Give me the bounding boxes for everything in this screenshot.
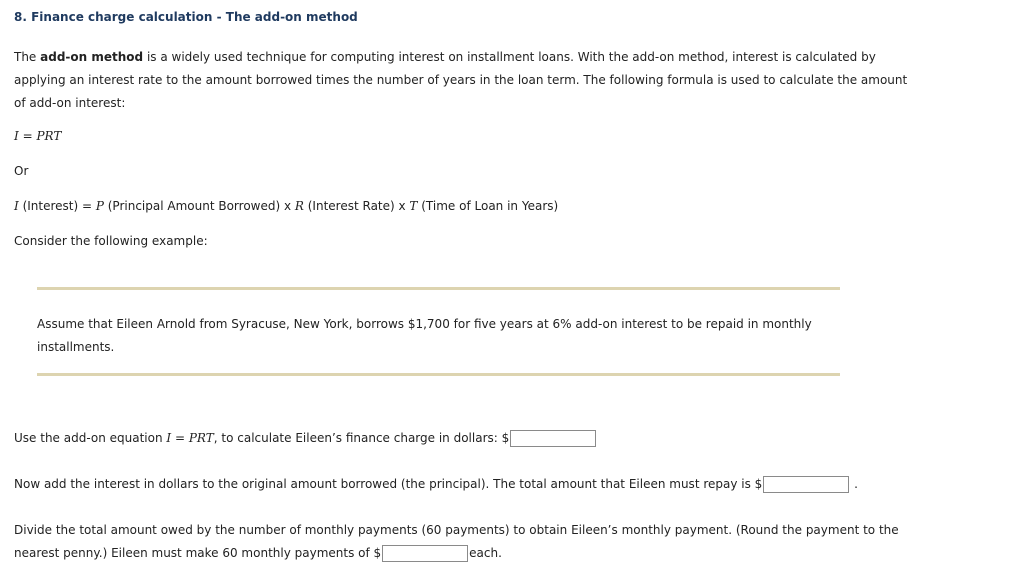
- formula-rhs: PRT: [36, 129, 62, 143]
- def-p: P: [95, 199, 104, 213]
- formula-equals: =: [18, 129, 37, 143]
- finance-charge-input[interactable]: [510, 430, 596, 447]
- intro-paragraph: [14, 46, 914, 115]
- def-r: R: [294, 199, 304, 213]
- question-monthly-payment: [14, 519, 914, 565]
- def-p-text: (Principal Amount Borrowed) x: [103, 199, 295, 213]
- def-t: T: [409, 199, 418, 213]
- monthly-payment-input[interactable]: [382, 545, 468, 562]
- formula-line: [14, 129, 61, 143]
- q2-after: .: [854, 477, 858, 491]
- q1-after: , to calculate Eileen’s finance charge in dollars: $: [213, 431, 510, 445]
- intro-bold-term: add-on method: [40, 50, 144, 64]
- or-text: Or: [14, 164, 29, 178]
- question-title: 8. Finance charge calculation - The add-on method: [14, 10, 358, 24]
- example-top-divider: [37, 287, 840, 290]
- def-t-text: (Time of Loan in Years): [417, 199, 559, 213]
- question-finance-charge: [14, 427, 597, 450]
- def-i-text: (Interest) =: [18, 199, 96, 213]
- q3-before: Divide the total amount owed by the number of monthly payments (60 payments) to obtain Eileen’s monthly payment. (Round the payment to the nearest penny.) Eileen must make 60 monthly payments of $: [14, 523, 899, 560]
- q1-equals: =: [171, 431, 189, 445]
- q3-after: each.: [469, 546, 502, 560]
- formula-definition: [14, 199, 558, 213]
- q1-before: Use the add-on equation: [14, 431, 167, 445]
- example-bottom-divider: [37, 373, 840, 376]
- q1-var-prt: PRT: [188, 431, 214, 445]
- q1-var-i: I: [166, 431, 172, 445]
- example-box-text: Assume that Eileen Arnold from Syracuse, New York, borrows $1,700 for five years at 6% add-on interest to be repaid in monthly installments.: [37, 317, 812, 354]
- q2-before: Now add the interest in dollars to the original amount borrowed (the principal). The total amount that Eileen must repay is $: [14, 477, 763, 491]
- total-repay-input[interactable]: [763, 476, 849, 493]
- consider-text: Consider the following example:: [14, 234, 208, 248]
- intro-rest: is a widely used technique for computing interest on installment loans. With the add-on method, interest is calculated by applying an interest rate to the amount borrowed times the number of years in the loan term. The following formula is used to calculate the amount of add-on interest:: [14, 50, 908, 110]
- intro-prefix: The: [14, 50, 41, 64]
- def-i: I: [14, 199, 19, 213]
- def-r-text: (Interest Rate) x: [303, 199, 410, 213]
- question-total-repay: [14, 473, 858, 496]
- formula-lhs: I: [14, 129, 19, 143]
